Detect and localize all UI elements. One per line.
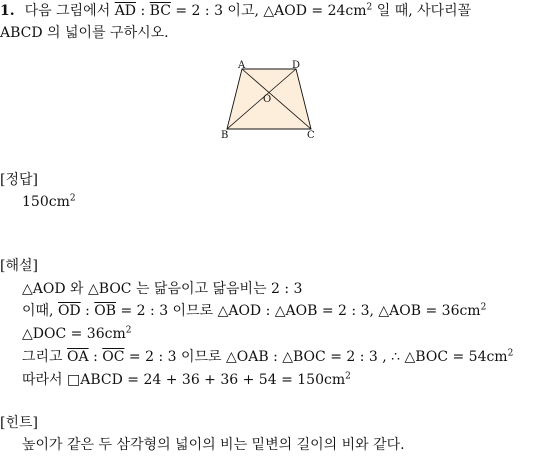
question-prefix: 다음 그림에서: [24, 3, 111, 19]
segment-ad: $\overline{AD}$: [114, 3, 137, 19]
label-o: O: [263, 94, 272, 105]
segment-bc: $\overline{BC}$: [149, 3, 171, 19]
label-d: D: [292, 60, 301, 71]
hint-text: 높이가 같은 두 삼각형의 넓이의 비는 밑변의 길이의 비와 같다.: [22, 437, 405, 453]
text: 이때,: [22, 303, 58, 319]
text: 따라서 □ABCD = 24 + 36 + 36 + 54 = 150cm: [22, 372, 346, 388]
solution-header: [해설]: [0, 258, 38, 274]
segment-oa: $\overline{OA}$: [67, 349, 89, 365]
trapezoid-figure: [212, 58, 324, 146]
text: = 2 : 3 이므로 △AOD : △AOB = 2 : 3, △AOB = 36cm: [116, 303, 481, 319]
ratio-colon: :: [80, 303, 95, 319]
question-suffix: 일 때, 사다리꼴: [372, 3, 472, 19]
question-line-2: ABCD 의 넓이를 구하시오.: [0, 25, 169, 41]
ratio-colon: :: [88, 349, 103, 365]
label-c: C: [307, 130, 315, 141]
solution-line-3: [22, 325, 131, 343]
exponent: 2: [507, 348, 514, 359]
question-number: 1.: [0, 3, 15, 19]
segment-oc: $\overline{OC}$: [102, 349, 125, 365]
segment-od: $\overline{OD}$: [57, 303, 81, 319]
label-b: B: [221, 130, 229, 141]
answer-value: [22, 193, 76, 211]
solution-line-5: [22, 371, 351, 389]
text: 그리고: [22, 349, 68, 365]
answer-number: 150cm: [22, 194, 70, 210]
ratio-colon: :: [136, 3, 150, 19]
solution-line-2: [22, 302, 486, 320]
text: △DOC = 36cm: [22, 326, 126, 342]
label-a: A: [238, 60, 246, 71]
answer-header: [정답]: [0, 172, 38, 188]
exponent: 2: [480, 302, 487, 313]
text: = 2 : 3 이므로 △OAB : △BOC = 2 : 3 , ∴ △BOC = 54cm: [124, 349, 508, 365]
exponent: 2: [366, 2, 373, 13]
segment-ob: $\overline{OB}$: [94, 303, 117, 319]
question-line-1: [0, 2, 471, 20]
exponent: 2: [125, 325, 132, 336]
solution-line-4: [22, 348, 513, 366]
exponent: 2: [345, 371, 351, 382]
solution-line-1: △AOD 와 △BOC 는 닮음이고 닮음비는 2 : 3: [22, 281, 303, 297]
question-ratio: = 2 : 3 이고, △AOD = 24cm: [170, 3, 367, 19]
exponent: 2: [69, 193, 76, 204]
hint-header: [힌트]: [0, 415, 38, 431]
